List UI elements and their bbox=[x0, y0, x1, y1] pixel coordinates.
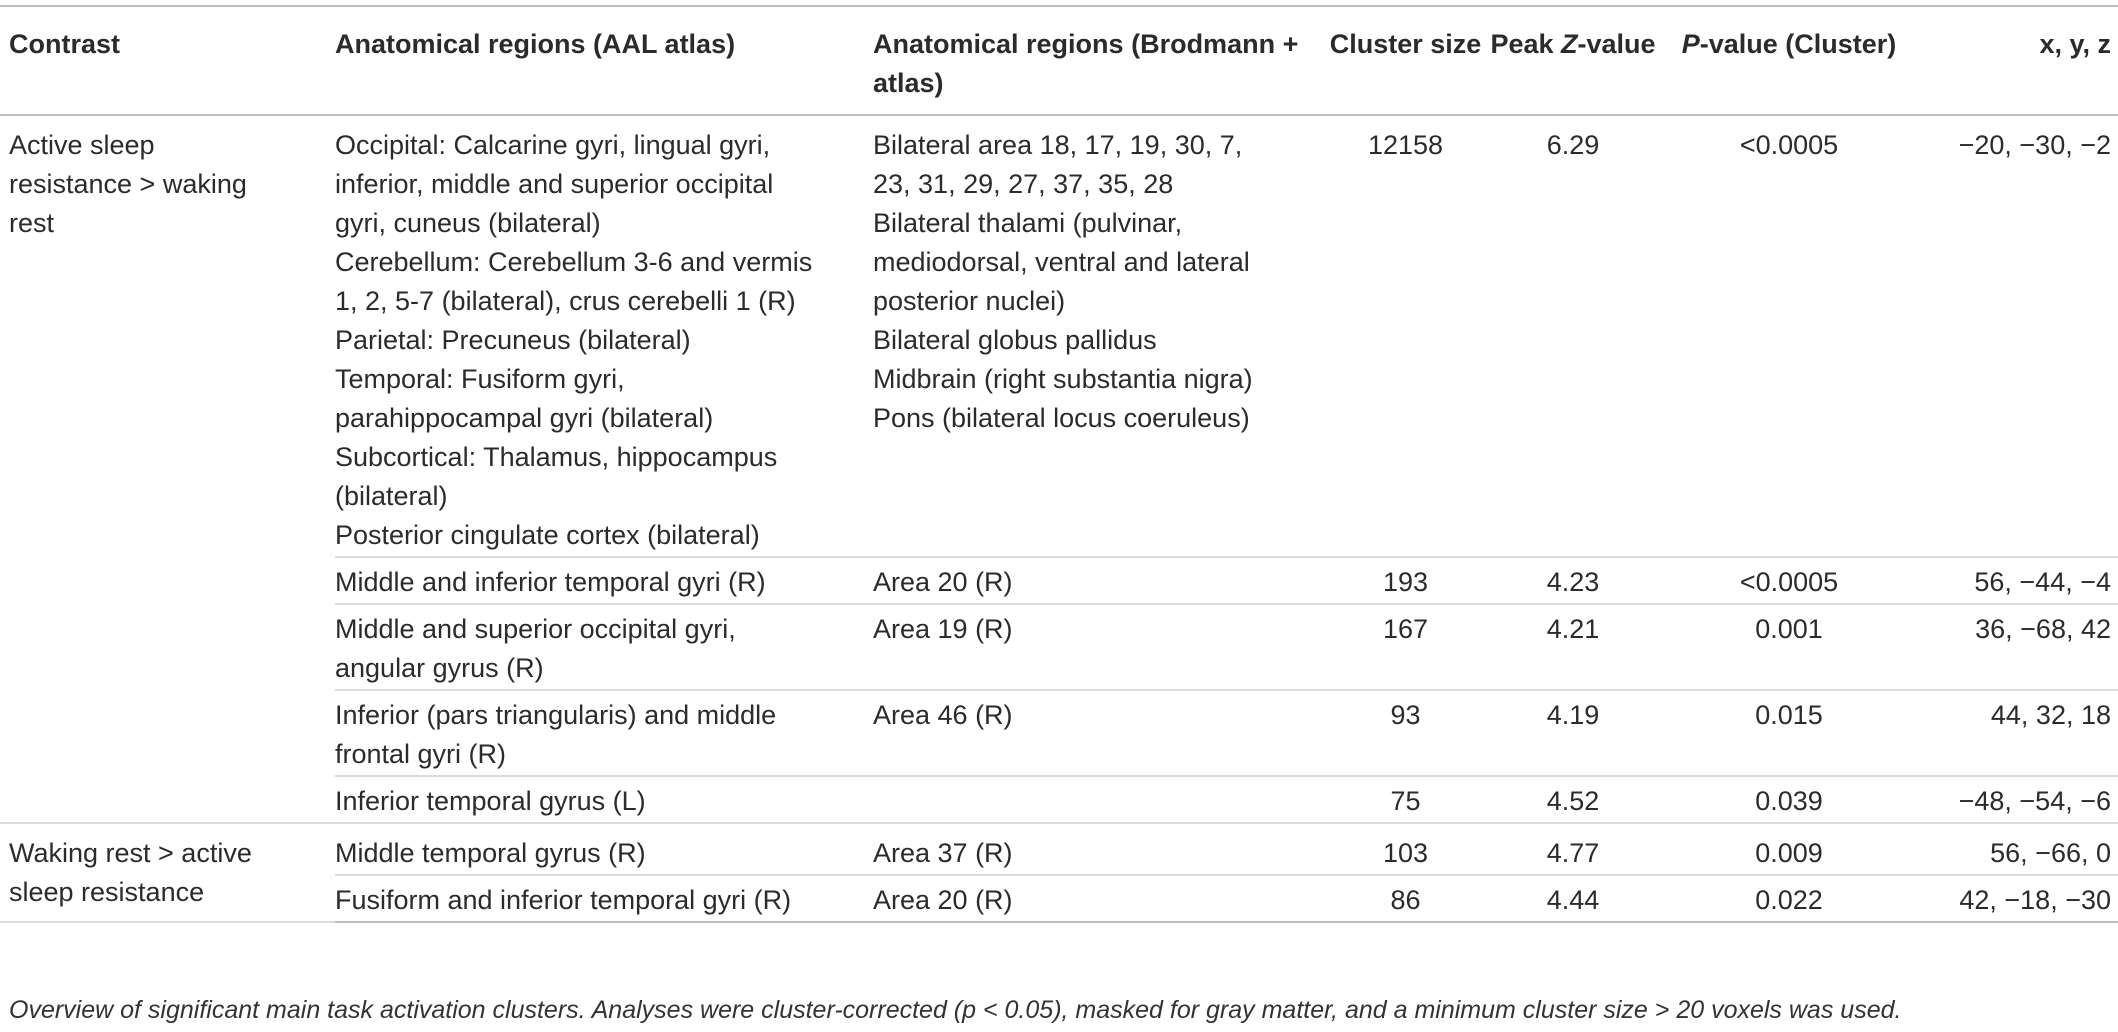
brodmann-region-line: 23, 31, 29, 27, 37, 35, 28 bbox=[873, 169, 1174, 199]
brodmann-region-line: Area 37 (R) bbox=[873, 838, 1013, 868]
peak-z-cell: 4.21 bbox=[1483, 604, 1663, 690]
header-xyz: x, y, z bbox=[1915, 6, 2118, 115]
contrast-line: resistance > waking bbox=[9, 169, 247, 199]
aal-region-line: Inferior (pars triangularis) and middle bbox=[335, 700, 777, 730]
cluster-size-cell: 75 bbox=[1328, 776, 1483, 823]
aal-region-line: angular gyrus (R) bbox=[335, 653, 544, 683]
table-header bbox=[0, 6, 2118, 115]
activation-clusters-table bbox=[0, 5, 2118, 923]
aal-region-line: frontal gyri (R) bbox=[335, 739, 507, 769]
aal-region-line: gyri, cuneus (bilateral) bbox=[335, 208, 601, 238]
table-caption: Overview of significant main task activation clusters. Analyses were cluster-corrected (p < 0.05), masked for gray matter, and a minimum cluster size > 20 voxels was used. bbox=[9, 996, 1902, 1024]
brodmann-region-line: Area 20 (R) bbox=[873, 567, 1013, 597]
brodmann-region-line: Area 46 (R) bbox=[873, 700, 1013, 730]
table-row bbox=[0, 115, 2118, 557]
p-value-cell: 0.015 bbox=[1663, 690, 1915, 776]
brodmann-region-line: Pons (bilateral locus coeruleus) bbox=[873, 403, 1250, 433]
peak-z-cell: 4.52 bbox=[1483, 776, 1663, 823]
cluster-size-cell: 93 bbox=[1328, 690, 1483, 776]
brodmann-regions-cell bbox=[873, 690, 1328, 776]
cluster-size-cell: 86 bbox=[1328, 875, 1483, 922]
table-body bbox=[0, 115, 2118, 922]
aal-regions-cell bbox=[335, 557, 873, 604]
p-value-cell: 0.022 bbox=[1663, 875, 1915, 922]
aal-regions-cell bbox=[335, 875, 873, 922]
header-aal-regions: Anatomical regions (AAL atlas) bbox=[335, 6, 873, 115]
contrast-cell bbox=[0, 115, 335, 823]
aal-region-line: Temporal: Fusiform gyri, bbox=[335, 364, 625, 394]
aal-region-line: Cerebellum: Cerebellum 3-6 and vermis bbox=[335, 247, 813, 277]
aal-regions-cell bbox=[335, 690, 873, 776]
brodmann-region-line: Bilateral thalami (pulvinar, bbox=[873, 208, 1183, 238]
brodmann-region-line: Area 19 (R) bbox=[873, 614, 1013, 644]
brodmann-regions-cell bbox=[873, 115, 1328, 557]
header-row bbox=[0, 6, 2118, 115]
table-row bbox=[0, 823, 2118, 875]
cluster-size-cell: 167 bbox=[1328, 604, 1483, 690]
aal-region-line: inferior, middle and superior occipital bbox=[335, 169, 774, 199]
cluster-size-cell: 12158 bbox=[1328, 115, 1483, 557]
cluster-size-cell: 103 bbox=[1328, 823, 1483, 875]
contrast-line: Waking rest > active bbox=[9, 838, 252, 868]
brodmann-regions-cell bbox=[873, 875, 1328, 922]
xyz-cell: 36, −68, 42 bbox=[1915, 604, 2118, 690]
aal-region-line: Subcortical: Thalamus, hippocampus bbox=[335, 442, 778, 472]
xyz-cell: 42, −18, −30 bbox=[1915, 875, 2118, 922]
aal-region-line: Parietal: Precuneus (bilateral) bbox=[335, 325, 691, 355]
aal-region-line: Fusiform and inferior temporal gyri (R) bbox=[335, 885, 792, 915]
header-p-value: P-value (Cluster) bbox=[1663, 6, 1915, 115]
brodmann-region-line: posterior nuclei) bbox=[873, 286, 1066, 316]
brodmann-regions-cell bbox=[873, 776, 1328, 823]
brodmann-region-line: Midbrain (right substantia nigra) bbox=[873, 364, 1253, 394]
aal-regions-cell bbox=[335, 604, 873, 690]
brodmann-regions-cell bbox=[873, 823, 1328, 875]
aal-region-line: Posterior cingulate cortex (bilateral) bbox=[335, 520, 760, 550]
peak-z-cell: 4.19 bbox=[1483, 690, 1663, 776]
brodmann-region-line: Bilateral area 18, 17, 19, 30, 7, bbox=[873, 130, 1243, 160]
p-value-cell: <0.0005 bbox=[1663, 115, 1915, 557]
aal-regions-cell bbox=[335, 823, 873, 875]
aal-regions-cell bbox=[335, 776, 873, 823]
p-value-cell: 0.001 bbox=[1663, 604, 1915, 690]
header-cluster-size: Cluster size bbox=[1328, 6, 1483, 115]
xyz-cell: −20, −30, −2 bbox=[1915, 115, 2118, 557]
brodmann-regions-cell bbox=[873, 604, 1328, 690]
aal-region-line: (bilateral) bbox=[335, 481, 448, 511]
aal-region-line: Inferior temporal gyrus (L) bbox=[335, 786, 646, 816]
header-peak-z: Peak Z-value bbox=[1483, 6, 1663, 115]
aal-regions-cell bbox=[335, 115, 873, 557]
aal-region-line: Middle and superior occipital gyri, bbox=[335, 614, 736, 644]
aal-region-line: Middle and inferior temporal gyri (R) bbox=[335, 567, 766, 597]
header-contrast: Contrast bbox=[0, 6, 335, 115]
xyz-cell: 56, −44, −4 bbox=[1915, 557, 2118, 604]
cluster-size-cell: 193 bbox=[1328, 557, 1483, 604]
brodmann-region-line: Bilateral globus pallidus bbox=[873, 325, 1157, 355]
brodmann-region-line: mediodorsal, ventral and lateral bbox=[873, 247, 1250, 277]
aal-region-line: 1, 2, 5-7 (bilateral), crus cerebelli 1 (R) bbox=[335, 286, 796, 316]
aal-region-line: parahippocampal gyri (bilateral) bbox=[335, 403, 714, 433]
xyz-cell: −48, −54, −6 bbox=[1915, 776, 2118, 823]
brodmann-region-line: Area 20 (R) bbox=[873, 885, 1013, 915]
peak-z-cell: 4.23 bbox=[1483, 557, 1663, 604]
contrast-line: sleep resistance bbox=[9, 877, 205, 907]
brodmann-regions-cell bbox=[873, 557, 1328, 604]
aal-region-line: Middle temporal gyrus (R) bbox=[335, 838, 646, 868]
contrast-cell bbox=[0, 823, 335, 922]
peak-z-cell: 6.29 bbox=[1483, 115, 1663, 557]
p-value-cell: <0.0005 bbox=[1663, 557, 1915, 604]
peak-z-cell: 4.44 bbox=[1483, 875, 1663, 922]
p-value-cell: 0.009 bbox=[1663, 823, 1915, 875]
header-brodmann-regions: Anatomical regions (Brodmann + atlas) bbox=[873, 6, 1328, 115]
p-value-cell: 0.039 bbox=[1663, 776, 1915, 823]
contrast-line: Active sleep bbox=[9, 130, 155, 160]
peak-z-cell: 4.77 bbox=[1483, 823, 1663, 875]
contrast-line: rest bbox=[9, 208, 55, 238]
xyz-cell: 44, 32, 18 bbox=[1915, 690, 2118, 776]
aal-region-line: Occipital: Calcarine gyri, lingual gyri, bbox=[335, 130, 771, 160]
xyz-cell: 56, −66, 0 bbox=[1915, 823, 2118, 875]
